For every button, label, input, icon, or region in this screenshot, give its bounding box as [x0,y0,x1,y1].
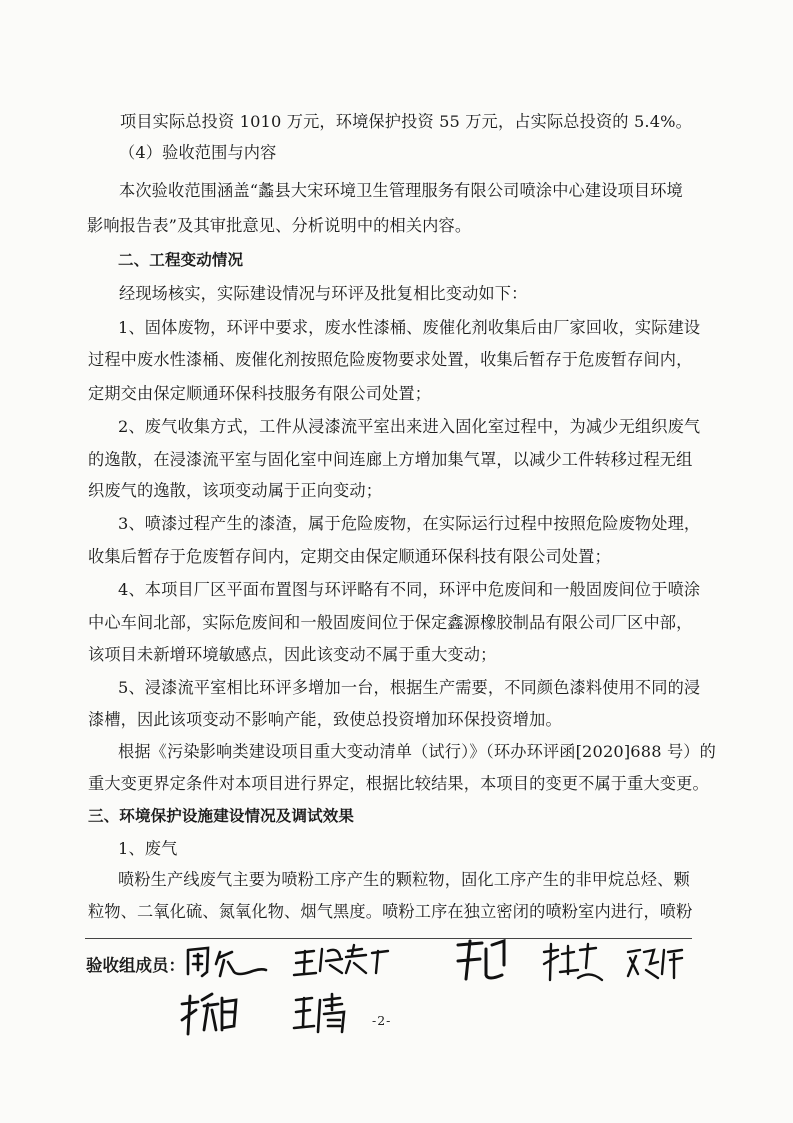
body-line: 的逸散，在浸漆流平室与固化室中间连廊上方增加集气罩，以减少工件转移过程无组 [88,450,693,469]
body-line: 中心车间北部，实际危废间和一般固废间位于保定鑫源橡胶制品有限公司厂区中部， [88,613,693,632]
section-heading: 二、工程变动情况 [118,251,244,269]
body-line: 1、固体废物，环评中要求，废水性漆桶、废催化剂收集后由厂家回收，实际建设 [118,318,701,337]
signature-2 [292,943,392,983]
body-line: 影响报告表”及其审批意见、分析说明中的相关内容。 [87,216,472,235]
body-line: 粒物、二氧化硫、氮氧化物、烟气黑度。喷粉工序在独立密闭的喷粉室内进行，喷粉 [88,902,693,921]
body-line: 织废气的逸散，该项变动属于正向变动； [88,481,383,500]
footer-divider [85,938,692,939]
body-line: 3、喷漆过程产生的漆渣，属于危险废物，在实际运行过程中按照危险废物处理， [118,514,701,533]
page-number: -2- [372,1013,392,1028]
body-line: 过程中废水性漆桶、废催化剂按照危险废物要求处置，收集后暂存于危废暂存间内， [88,350,693,369]
signature-4 [540,940,604,984]
body-line: 喷粉生产线废气主要为喷粉工序产生的颗粒物，固化工序产生的非甲烷总烃、颗 [118,870,690,889]
section-subheading: （4）验收范围与内容 [119,143,277,162]
body-line: 漆槽，因此该项变动不影响产能，致使总投资增加环保投资增加。 [88,710,562,729]
body-line: 收集后暂存于危废暂存间内，定期交由保定顺通环保科技有限公司处置； [88,547,611,566]
body-line: 根据《污染影响类建设项目重大变动清单（试行）》（环办环评函[2020]688 号）的 [118,742,716,761]
body-line: 该项目未新增环境敏感点，因此该变动不属于重大变动； [88,645,497,664]
members-label: 验收组成员： [86,956,185,975]
signature-1 [180,942,270,982]
signature-3 [452,935,512,985]
signature-7 [292,992,362,1036]
body-line: 项目实际总投资 1010 万元，环境保护投资 55 万元，占实际总投资的 5.4%。 [120,112,693,131]
body-line: 重大变更界定条件对本项目进行界定，根据比较结果，本项目的变更不属于重大变更。 [88,774,709,793]
body-line: 5、浸漆流平室相比环评多增加一台，根据生产需要，不同颜色漆料使用不同的浸 [118,678,701,697]
section-heading: 三、环境保护设施建设情况及调试效果 [88,807,355,825]
subsection-heading: 1、废气 [118,839,178,858]
signature-6 [178,990,242,1038]
body-line: 本次验收范围涵盖“蠡县大宋环境卫生管理服务有限公司喷涂中心建设项目环境 [119,181,683,200]
body-line: 经现场核实，实际建设情况与环评及批复相比变动如下： [119,284,528,303]
body-line: 4、本项目厂区平面布置图与环评略有不同，环评中危废间和一般固废间位于喷涂 [118,580,701,599]
body-line: 2、废气收集方式，工件从浸漆流平室出来进入固化室过程中，为减少无组织废气 [118,417,701,436]
signature-5 [624,944,688,984]
body-line: 定期交由保定顺通环保科技服务有限公司处置； [88,384,432,403]
